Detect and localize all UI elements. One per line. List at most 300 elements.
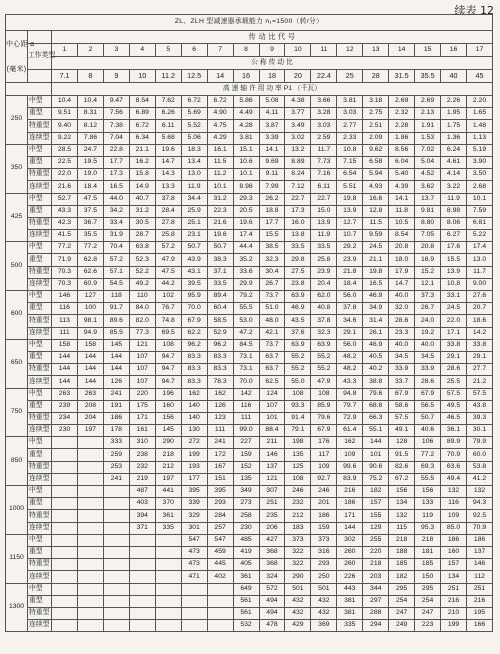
power-value-cell: 230 (52, 425, 78, 437)
power-value-cell: 7.12 (285, 181, 311, 193)
power-value-cell: 144 (77, 364, 103, 376)
power-value-cell: 70.9 (467, 522, 493, 534)
power-value-cell: 67.9 (389, 388, 415, 400)
power-value-cell: 443 (337, 583, 363, 595)
power-value-cell: 501 (285, 583, 311, 595)
power-value-cell: 85.9 (311, 400, 337, 412)
power-value-cell: 8.80 (415, 217, 441, 229)
power-value-cell: 37.8 (337, 303, 363, 315)
power-value-cell: 25.8 (311, 254, 337, 266)
ratio-code-cell: 9 (259, 44, 285, 57)
power-value-cell: 7.04 (103, 132, 129, 144)
power-value-cell: 22.7 (311, 193, 337, 205)
ratio-code-cell: 14 (389, 44, 415, 57)
power-value-cell: 21.2 (467, 376, 493, 388)
power-value-cell: 40.7 (129, 193, 155, 205)
power-value-cell (103, 534, 129, 546)
center-distance-cell: 650 (6, 339, 28, 388)
power-value-cell: 43.3 (52, 205, 78, 217)
power-value-cell: 116 (52, 303, 78, 315)
power-value-cell: 3.50 (467, 169, 493, 181)
power-value-cell: 82.6 (389, 461, 415, 473)
table-row (6, 534, 493, 546)
power-value-cell: 3.18 (363, 96, 389, 108)
power-value-cell: 83.3 (181, 351, 207, 363)
power-value-cell: 12.8 (363, 205, 389, 217)
power-value-cell: 73.7 (259, 291, 285, 303)
power-value-cell: 14.9 (129, 181, 155, 193)
power-value-cell: 5.51 (337, 181, 363, 193)
power-value-cell: 21.6 (52, 181, 78, 193)
power-value-cell: 501 (311, 583, 337, 595)
ratio-code-cell: 8 (233, 44, 259, 57)
power-value-cell: 4.52 (415, 169, 441, 181)
power-value-cell: 26.7 (415, 303, 441, 315)
power-value-cell: 7.62 (155, 96, 181, 108)
power-value-cell: 85.0 (441, 522, 467, 534)
power-value-cell: 3.87 (259, 120, 285, 132)
power-value-cell: 48.0 (259, 315, 285, 327)
power-value-cell: 43.9 (181, 254, 207, 266)
power-value-cell: 55.2 (311, 351, 337, 363)
power-value-cell: 254 (389, 595, 415, 607)
power-value-cell: 23.8 (285, 278, 311, 290)
power-value-cell: 5.04 (415, 156, 441, 168)
power-value-cell: 226 (337, 571, 363, 583)
power-value-cell: 29.8 (285, 254, 311, 266)
power-value-cell: 8.12 (77, 120, 103, 132)
power-value-cell: 156 (389, 486, 415, 498)
power-value-cell: 40.5 (363, 351, 389, 363)
power-value-cell: 206 (259, 522, 285, 534)
power-value-cell: 106 (415, 437, 441, 449)
nominal-ratio-cell: 14 (207, 70, 233, 83)
power-value-cell: 71.9 (52, 254, 78, 266)
power-value-cell: 219 (129, 473, 155, 485)
power-value-cell: 349 (233, 486, 259, 498)
center-distance-cell: 600 (6, 291, 28, 340)
power-value-cell: 7.15 (337, 156, 363, 168)
power-value-cell: 96.2 (181, 339, 207, 351)
nominal-ratio-cell: 20 (285, 70, 311, 83)
power-value-cell: 55.5 (415, 473, 441, 485)
power-value-cell: 70.9 (441, 449, 467, 461)
power-value-cell: 29.2 (337, 242, 363, 254)
power-value-cell: 49.5 (441, 400, 467, 412)
power-value-cell: 144 (77, 351, 103, 363)
power-value-cell: 29.3 (233, 193, 259, 205)
power-value-cell (181, 620, 207, 632)
table-row (6, 498, 493, 510)
power-value-cell: 108 (285, 388, 311, 400)
ratio-code-header: 传 动 比 代 号 (52, 31, 493, 44)
power-value-cell: 68.8 (363, 400, 389, 412)
power-value-cell (103, 571, 129, 583)
power-value-cell: 67.2 (389, 473, 415, 485)
power-value-cell: 20.8 (415, 242, 441, 254)
power-value-cell: 63.7 (259, 351, 285, 363)
power-value-cell: 89.9 (441, 437, 467, 449)
power-value-cell: 11.7 (311, 144, 337, 156)
power-value-cell: 53.0 (233, 315, 259, 327)
power-value-cell: 158 (77, 339, 103, 351)
table-row (6, 620, 493, 632)
table-row (6, 510, 493, 522)
table-row (6, 144, 493, 156)
power-value-cell: 33.5 (207, 278, 233, 290)
power-value-cell: 48.2 (337, 364, 363, 376)
power-value-cell: 12.7 (337, 217, 363, 229)
power-value-cell: 88.4 (259, 425, 285, 437)
power-value-cell: 27.5 (285, 266, 311, 278)
power-value-cell: 2.68 (467, 181, 493, 193)
power-value-cell: 95.9 (181, 291, 207, 303)
power-value-cell: 2.51 (363, 120, 389, 132)
power-value-cell: 8.98 (233, 181, 259, 193)
power-value-cell (77, 583, 103, 595)
nominal-ratio-cell: 25 (337, 70, 363, 83)
ratio-code-cell: 17 (467, 44, 493, 57)
power-value-cell: 24.0 (415, 315, 441, 327)
continued-label: 续表 12 (454, 4, 494, 17)
power-value-cell: 54.5 (103, 278, 129, 290)
power-value-cell: 17.4 (467, 242, 493, 254)
center-distance-cell: 350 (6, 144, 28, 193)
power-value-cell: 371 (129, 522, 155, 534)
table-row (6, 583, 493, 595)
power-value-cell: 83.9 (337, 473, 363, 485)
table-row (6, 546, 493, 558)
work-type-cell: 连续型 (28, 278, 52, 290)
power-value-cell: 140 (181, 400, 207, 412)
power-value-cell: 34.6 (337, 315, 363, 327)
power-value-cell: 445 (207, 559, 233, 571)
power-value-cell: 473 (181, 559, 207, 571)
power-value-cell: 79.9 (467, 437, 493, 449)
power-value-cell: 212 (155, 461, 181, 473)
power-value-cell: 13.9 (311, 217, 337, 229)
power-value-cell: 123 (207, 412, 233, 424)
power-value-cell: 33.8 (441, 339, 467, 351)
power-value-cell: 47.5 (155, 266, 181, 278)
power-value-cell: 69.5 (155, 327, 181, 339)
power-value-cell: 70.0 (233, 376, 259, 388)
power-value-cell: 28.6 (415, 376, 441, 388)
power-value-cell: 177 (181, 473, 207, 485)
power-value-cell: 1.13 (467, 132, 493, 144)
power-value-cell: 23.1 (181, 230, 207, 242)
power-value-cell: 7.59 (467, 205, 493, 217)
work-type-cell: 中型 (28, 388, 52, 400)
power-value-cell: 44.4 (233, 242, 259, 254)
power-value-cell: 257 (207, 522, 233, 534)
work-type-cell: 连续型 (28, 522, 52, 534)
power-value-cell: 339 (181, 498, 207, 510)
power-value-cell: 429 (285, 620, 311, 632)
work-type-cell: 特重型 (28, 169, 52, 181)
power-value-cell: 290 (285, 571, 311, 583)
power-value-cell: 5.19 (467, 144, 493, 156)
power-value-cell: 94.7 (155, 376, 181, 388)
power-value-cell: 9.00 (467, 278, 493, 290)
power-value-cell: 369 (311, 620, 337, 632)
power-value-cell: 17.6 (441, 242, 467, 254)
power-value-cell: 203 (363, 571, 389, 583)
power-value-cell: 63.6 (441, 461, 467, 473)
center-distance-cell: 250 (6, 96, 28, 145)
power-value-cell: 58.6 (389, 400, 415, 412)
power-value-cell: 33.5 (311, 242, 337, 254)
power-value-cell: 333 (103, 437, 129, 449)
power-value-cell (77, 473, 103, 485)
power-value-cell (77, 449, 103, 461)
power-value-cell: 8.31 (77, 108, 103, 120)
power-value-cell: 7.02 (415, 144, 441, 156)
power-value-cell: 73.7 (259, 339, 285, 351)
table-row (6, 254, 493, 266)
power-value-cell: 57.2 (103, 254, 129, 266)
power-value-cell: 176 (311, 437, 337, 449)
power-value-cell: 40.0 (389, 291, 415, 303)
power-value-cell: 33.8 (467, 339, 493, 351)
power-value-cell: 4.38 (285, 96, 311, 108)
power-value-cell: 185 (415, 559, 441, 571)
power-value-cell: 166 (467, 620, 493, 632)
power-value-cell: 19.5 (77, 156, 103, 168)
power-value-cell: 13.0 (181, 169, 207, 181)
power-value-cell: 427 (259, 534, 285, 546)
power-value-cell (103, 546, 129, 558)
power-value-cell: 7.05 (415, 230, 441, 242)
power-value-cell: 94.7 (155, 351, 181, 363)
power-value-cell: 335 (337, 620, 363, 632)
nominal-ratio-cell: 40 (441, 70, 467, 83)
power-value-cell: 295 (415, 583, 441, 595)
power-value-cell: 25.9 (181, 205, 207, 217)
center-distance-cell: 750 (6, 388, 28, 437)
power-value-cell: 241 (103, 473, 129, 485)
power-value-cell: 3.62 (415, 181, 441, 193)
power-value-cell: 294 (363, 620, 389, 632)
power-value-cell: 159 (311, 522, 337, 534)
table-row (6, 449, 493, 461)
ratio-code-cell: 2 (77, 44, 103, 57)
power-value-cell: 16.5 (363, 278, 389, 290)
power-value-cell: 46.9 (363, 291, 389, 303)
power-value-cell: 94.3 (467, 498, 493, 510)
power-value-cell: 31.2 (129, 205, 155, 217)
power-value-cell: 2.28 (389, 120, 415, 132)
power-value-cell: 4.28 (233, 120, 259, 132)
power-value-cell: 478 (259, 620, 285, 632)
power-value-cell: 6.34 (129, 132, 155, 144)
power-value-cell: 241 (103, 388, 129, 400)
power-value-cell: 183 (285, 522, 311, 534)
power-value-cell: 9.51 (52, 108, 78, 120)
power-value-cell (77, 534, 103, 546)
power-value-cell: 1.91 (415, 120, 441, 132)
power-value-cell (155, 559, 181, 571)
power-value-cell: 118 (103, 291, 129, 303)
power-value-cell: 27.6 (467, 291, 493, 303)
power-value-cell: 6.72 (207, 96, 233, 108)
power-value-cell: 471 (181, 571, 207, 583)
power-value-cell: 94.8 (337, 388, 363, 400)
nominal-ratio-cell: 7.1 (52, 70, 78, 83)
power-value-cell: 15.1 (233, 144, 259, 156)
power-value-cell: 146 (259, 449, 285, 461)
power-value-cell: 119 (415, 510, 441, 522)
power-value-cell: 73.1 (233, 351, 259, 363)
power-value-cell: 3.81 (337, 96, 363, 108)
center-distance-label: 中心距 a (6, 40, 35, 48)
work-type-cell: 特重型 (28, 266, 52, 278)
power-value-cell: 132 (389, 510, 415, 522)
power-value-cell: 145 (103, 339, 129, 351)
power-value-cell: 15.0 (311, 205, 337, 217)
nominal-ratio-cell: 22.4 (311, 70, 337, 83)
power-value-cell: 247 (389, 607, 415, 619)
power-value-cell: 63.9 (285, 291, 311, 303)
power-value-cell: 16.0 (285, 217, 311, 229)
power-value-cell: 40.2 (363, 364, 389, 376)
power-value-cell: 13.8 (285, 230, 311, 242)
power-value-cell: 172 (207, 449, 233, 461)
power-value-cell: 33.7 (389, 376, 415, 388)
power-value-cell: 49.2 (129, 278, 155, 290)
center-distance-cell: 1000 (6, 486, 28, 535)
work-type-cell: 连续型 (28, 327, 52, 339)
power-value-cell: 126 (103, 376, 129, 388)
power-value-cell: 34.9 (363, 303, 389, 315)
table-row (6, 437, 493, 449)
power-value-cell: 395 (181, 486, 207, 498)
power-value-cell: 57.1 (103, 266, 129, 278)
power-value-cell (103, 510, 129, 522)
power-value-cell: 344 (363, 583, 389, 595)
power-value-cell: 18.8 (259, 205, 285, 217)
table-row (6, 425, 493, 437)
power-value-cell: 185 (389, 559, 415, 571)
power-value-cell: 5.08 (259, 96, 285, 108)
work-type-cell: 连续型 (28, 132, 52, 144)
power-value-cell: 26.1 (363, 327, 389, 339)
power-value-cell: 9.11 (259, 169, 285, 181)
power-value-cell (103, 595, 129, 607)
power-value-cell: 57.5 (441, 388, 467, 400)
power-value-cell: 101 (259, 412, 285, 424)
power-value-cell: 31.4 (363, 315, 389, 327)
power-value-cell (129, 595, 155, 607)
power-value-cell: 7.86 (77, 132, 103, 144)
power-value-cell: 92.5 (467, 510, 493, 522)
power-value-cell: 273 (233, 498, 259, 510)
power-value-cell: 381 (337, 607, 363, 619)
power-value-cell: 3.28 (311, 108, 337, 120)
power-value-cell (207, 595, 233, 607)
work-type-cell: 特重型 (28, 217, 52, 229)
table-row (6, 388, 493, 400)
power-value-cell: 156 (155, 412, 181, 424)
power-value-cell: 16.5 (103, 181, 129, 193)
power-value-cell: 34.5 (415, 351, 441, 363)
power-value-cell: 34.2 (103, 205, 129, 217)
table-row (6, 303, 493, 315)
work-type-cell: 重型 (28, 546, 52, 558)
work-type-cell: 特重型 (28, 461, 52, 473)
power-value-cell: 41.5 (52, 230, 78, 242)
power-value-cell: 130 (181, 425, 207, 437)
power-value-cell: 146 (52, 291, 78, 303)
power-value-cell: 84.5 (233, 339, 259, 351)
power-value-cell: 3.90 (467, 156, 493, 168)
table-row (6, 230, 493, 242)
power-value-cell: 60.4 (207, 303, 233, 315)
power-value-cell: 56.5 (415, 400, 441, 412)
power-value-cell: 19.2 (415, 327, 441, 339)
power-value-cell: 116 (233, 400, 259, 412)
table-row (6, 559, 493, 571)
power-value-cell: 24.5 (441, 303, 467, 315)
nominal-ratio-cell: 8 (77, 70, 103, 83)
power-value-cell: 30.1 (467, 425, 493, 437)
power-value-cell: 25.1 (181, 217, 207, 229)
power-value-cell: 10.1 (233, 169, 259, 181)
power-value-cell: 3.03 (337, 108, 363, 120)
power-value-cell: 145 (155, 425, 181, 437)
power-value-cell (52, 473, 78, 485)
power-value-cell: 32.3 (259, 254, 285, 266)
power-value-cell: 21.1 (363, 254, 389, 266)
power-value-cell: 47.9 (311, 376, 337, 388)
work-type-cell: 连续型 (28, 230, 52, 242)
work-type-cell: 中型 (28, 339, 52, 351)
power-value-cell: 67.9 (311, 425, 337, 437)
power-value-cell: 70.3 (52, 266, 78, 278)
power-value-cell: 232 (285, 498, 311, 510)
power-value-cell: 494 (259, 595, 285, 607)
power-value-cell: 17.9 (389, 266, 415, 278)
power-value-cell: 47.5 (77, 193, 103, 205)
power-value-cell: 3.03 (311, 120, 337, 132)
power-value-cell: 8.06 (441, 217, 467, 229)
ratio-code-cell: 13 (363, 44, 389, 57)
power-value-cell: 162 (181, 388, 207, 400)
power-value-cell: 316 (311, 546, 337, 558)
power-value-cell: 111 (52, 327, 78, 339)
power-value-cell: 17.4 (233, 230, 259, 242)
power-value-cell: 197 (77, 425, 103, 437)
power-value-cell: 109 (441, 510, 467, 522)
power-value-cell: 230 (233, 522, 259, 534)
table-row (6, 132, 493, 144)
power-value-cell: 9.62 (363, 144, 389, 156)
power-value-cell: 218 (155, 449, 181, 461)
table-row (6, 412, 493, 424)
power-value-cell: 115 (389, 522, 415, 534)
power-value-cell (155, 546, 181, 558)
power-value-cell: 255 (363, 534, 389, 546)
power-value-cell: 20.4 (311, 278, 337, 290)
table-row (6, 473, 493, 485)
power-value-cell: 62.0 (311, 291, 337, 303)
power-value-cell: 83.3 (181, 364, 207, 376)
center-distance-cell: 1150 (6, 534, 28, 583)
power-value-cell: 96.2 (207, 339, 233, 351)
power-value-cell: 55.2 (311, 364, 337, 376)
power-value-cell: 196 (155, 388, 181, 400)
power-value-cell: 144 (77, 376, 103, 388)
